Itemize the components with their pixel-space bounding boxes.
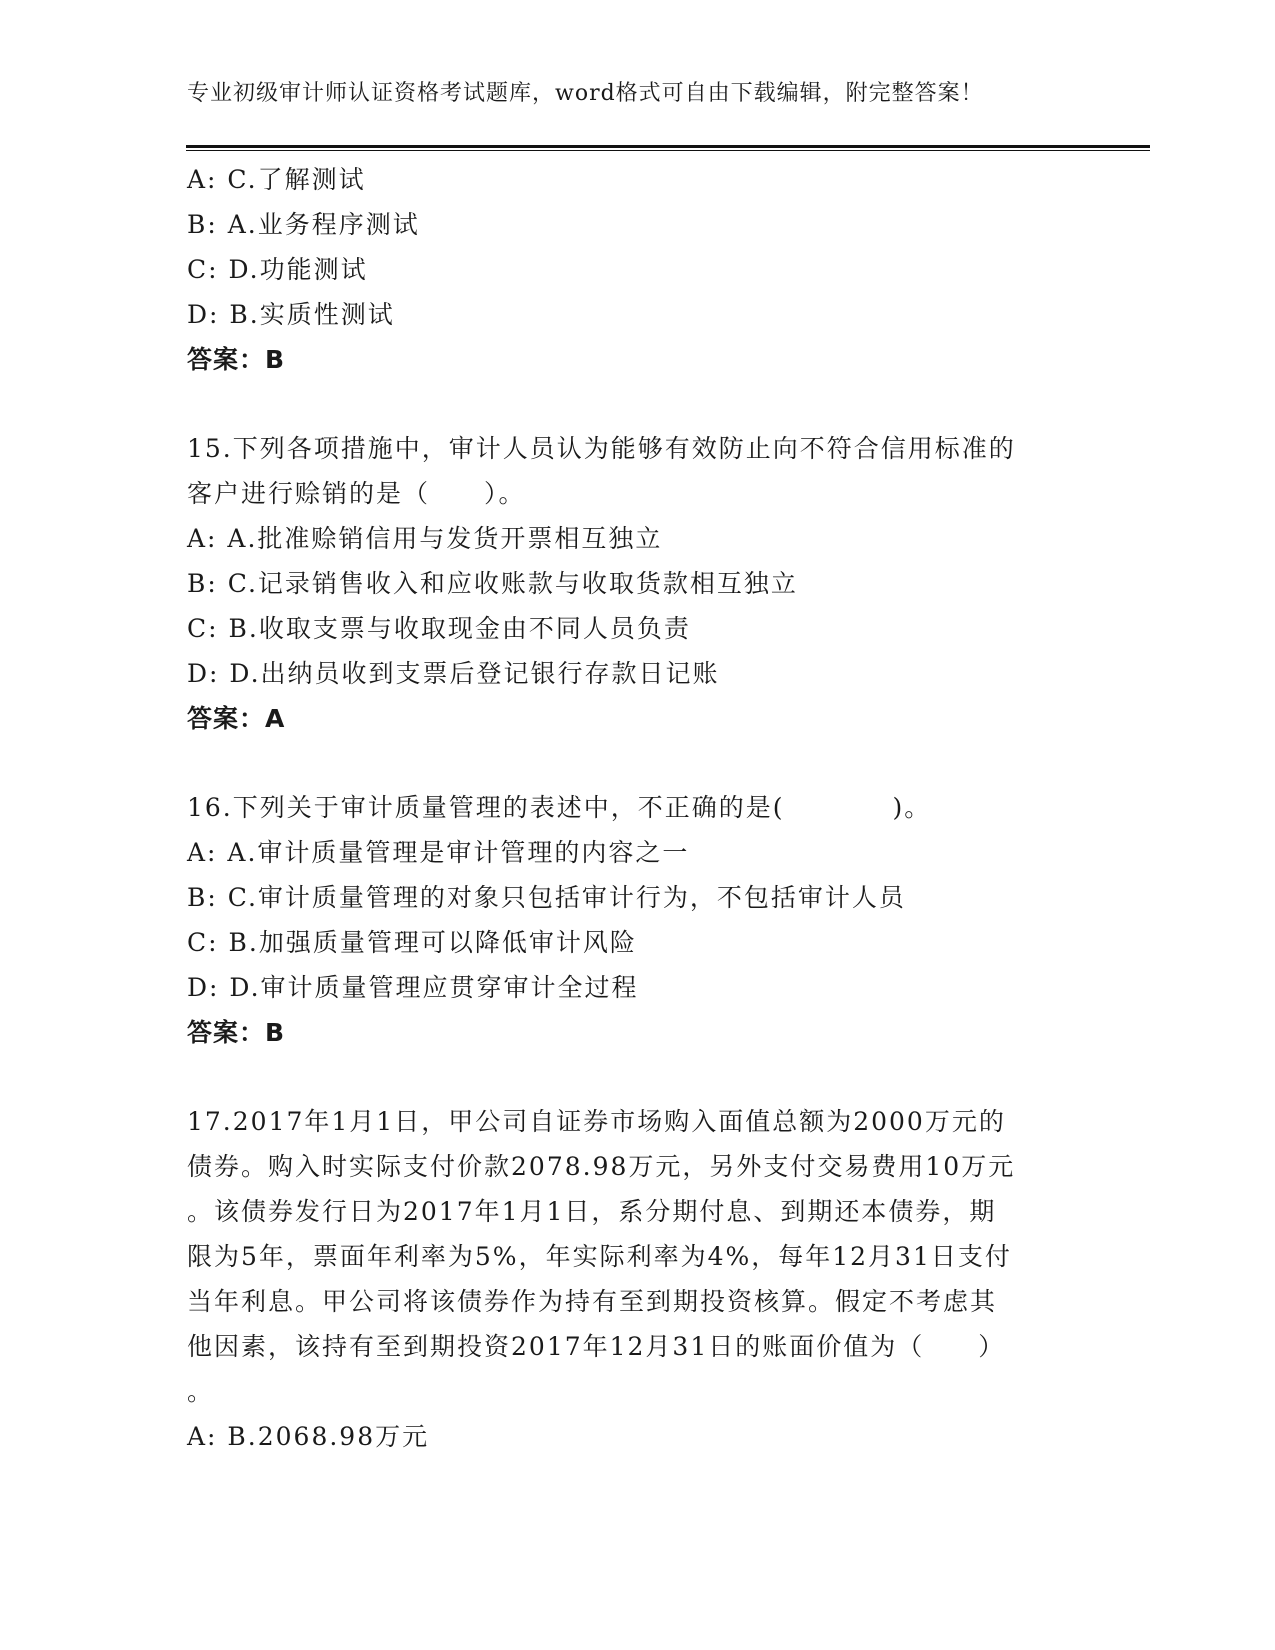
question-16-block — [187, 785, 1087, 1055]
option-a: A: C.了解测试 — [187, 165, 366, 194]
question-stem-line: 限为5年，票面年利率为5%，年实际利率为4%，每年12月31日支付 — [187, 1242, 1012, 1271]
header-divider — [186, 145, 1150, 148]
question-stem-line: 当年利息。甲公司将该债券作为持有至到期投资核算。假定不考虑其 — [187, 1287, 998, 1316]
page-header-title: 专业初级审计师认证资格考试题库，word格式可自由下载编辑，附完整答案！ — [187, 81, 984, 106]
prev-question-block — [187, 157, 1087, 382]
answer-line: 答案：B — [187, 345, 286, 374]
option-b: B: A.业务程序测试 — [187, 210, 420, 239]
option-a: A: A.审计质量管理是审计管理的内容之一 — [187, 838, 690, 867]
option-c: C: B.收取支票与收取现金由不同人员负责 — [187, 614, 691, 643]
option-c: C: D.功能测试 — [187, 255, 368, 284]
question-stem-line: 。 — [187, 1377, 215, 1406]
option-a: A: B.2068.98万元 — [187, 1422, 430, 1451]
question-stem-line: 。该债券发行日为2017年1月1日，系分期付息、到期还本债券，期 — [187, 1197, 997, 1226]
answer-line: 答案：A — [187, 704, 286, 733]
option-d: D: B.实质性测试 — [187, 300, 395, 329]
spacer — [187, 1055, 1087, 1099]
option-c: C: B.加强质量管理可以降低审计风险 — [187, 928, 637, 957]
question-17-block — [187, 1099, 1087, 1459]
document-body — [187, 157, 1087, 1459]
answer-line: 答案：B — [187, 1018, 286, 1047]
question-stem-line: 16.下列关于审计质量管理的表述中，不正确的是( )。 — [187, 793, 932, 822]
option-d: D: D.审计质量管理应贯穿审计全过程 — [187, 973, 639, 1002]
option-d: D: D.出纳员收到支票后登记银行存款日记账 — [187, 659, 720, 688]
option-b: B: C.审计质量管理的对象只包括审计行为，不包括审计人员 — [187, 883, 906, 912]
option-a: A: A.批准赊销信用与发货开票相互独立 — [187, 524, 663, 553]
spacer — [187, 382, 1087, 426]
question-stem-line: 15.下列各项措施中，审计人员认为能够有效防止向不符合信用标准的 — [187, 434, 1016, 463]
option-b: B: C.记录销售收入和应收账款与收取货款相互独立 — [187, 569, 798, 598]
question-stem-line: 债券。购入时实际支付价款2078.98万元，另外支付交易费用10万元 — [187, 1152, 1016, 1181]
question-15-block — [187, 426, 1087, 741]
question-stem-line: 客户进行赊销的是（ ）。 — [187, 479, 526, 508]
question-stem-line: 17.2017年1月1日，甲公司自证券市场购入面值总额为2000万元的 — [187, 1107, 1006, 1136]
header-divider-thin — [186, 150, 1150, 151]
question-stem-line: 他因素，该持有至到期投资2017年12月31日的账面价值为（ ） — [187, 1332, 1006, 1361]
spacer — [187, 741, 1087, 785]
